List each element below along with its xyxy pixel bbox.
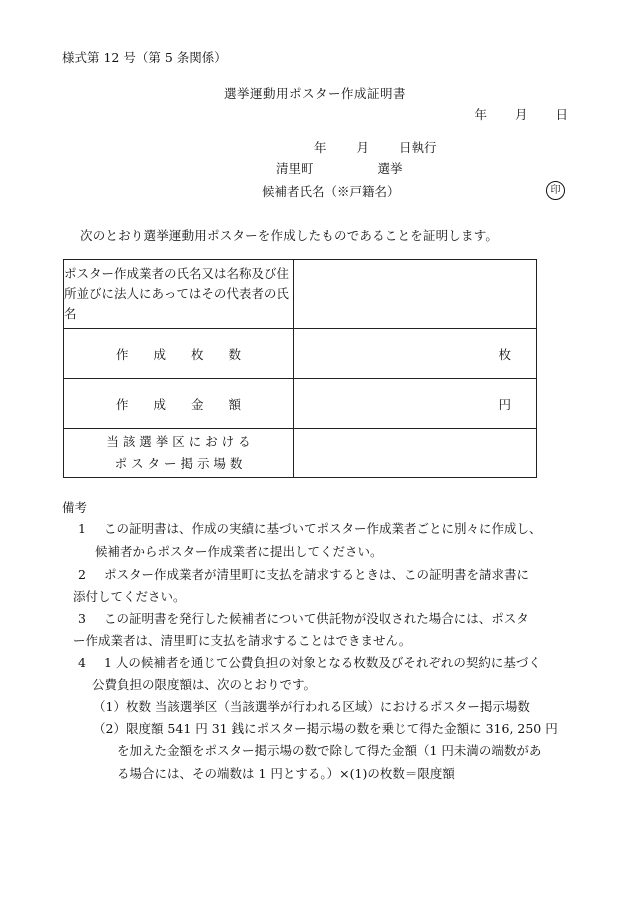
- board-count-label-line1: 当 該 選 挙 区 に お け る: [106, 434, 251, 449]
- note-1-number: 1: [78, 521, 86, 536]
- amount-label: 作 成 金 額: [64, 379, 294, 429]
- form-number: 様式第 12 号（第 5 条関係）: [62, 50, 227, 65]
- election-execution-date: [314, 140, 437, 155]
- note-4-line-2: 公費負担の限度額は、次のとおりです。: [92, 677, 317, 692]
- note-2-line-1: [78, 567, 529, 582]
- certificate-table: [63, 259, 537, 478]
- election-word: 選挙: [377, 161, 403, 176]
- note-3-number: 3: [78, 611, 86, 626]
- candidate-name-label: 候補者氏名（※戸籍名）: [262, 184, 400, 199]
- board-count-value: [294, 429, 537, 478]
- exec-year: 年: [314, 140, 327, 155]
- note-2-text: ポスター作成業者が清里町に支払を請求するときは、この証明書を請求書に: [104, 567, 530, 582]
- issue-date: [474, 107, 568, 122]
- election-name-line: [276, 161, 403, 176]
- note-4-text: 1 人の候補者を通じて公費負担の対象となる枚数及びそれぞれの契約に基づく: [104, 655, 541, 670]
- maker-name-label: ポスター作成業者の氏名又は名称及び住所並びに法人にあってはその代表者の氏名: [64, 260, 294, 329]
- maker-name-value: [294, 260, 537, 329]
- sub-note-2-line-3: る場合には、その端数は 1 円とする。）×(1)の枚数＝限度額: [117, 766, 455, 781]
- note-2-number: 2: [78, 567, 86, 582]
- sub-note-1: （1）枚数 当該選挙区（当該選挙が行われる区域）におけるポスター掲示場数: [93, 699, 530, 714]
- exec-month: 月: [356, 140, 370, 155]
- table-row: [64, 260, 537, 329]
- board-count-label-line2: ポ ス タ ー 掲 示 場 数: [114, 456, 243, 471]
- exec-day: 日執行: [399, 140, 437, 155]
- quantity-label: 作 成 枚 数: [64, 329, 294, 379]
- town-name: 清里町: [276, 161, 314, 176]
- note-1-line-2: 候補者からポスター作成業者に提出してください。: [95, 544, 383, 559]
- board-count-label: [64, 429, 294, 478]
- quantity-unit: 枚: [294, 329, 537, 379]
- table-row: [64, 429, 537, 478]
- table-row: [64, 379, 537, 429]
- note-2-line-2: 添付してください。: [73, 589, 186, 604]
- amount-unit: 円: [294, 379, 537, 429]
- sub-note-2-line-2: を加えた金額をポスター掲示場の数で除して得た金額（1 円未満の端数があ: [117, 743, 542, 758]
- seal-mark: 印: [546, 181, 565, 200]
- note-1-text: この証明書は、作成の実績に基づいてポスター作成業者ごとに別々に作成し、: [104, 521, 542, 536]
- certification-statement: 次のとおり選挙運動用ポスターを作成したものであることを証明します。: [80, 228, 499, 243]
- table-row: [64, 329, 537, 379]
- issue-date-month: 月: [514, 107, 528, 122]
- note-3-text: この証明書を発行した候補者について供託物が没収された場合には、ポスタ: [104, 611, 529, 626]
- document-title: 選挙運動用ポスター作成証明書: [223, 86, 406, 101]
- note-3-line-1: [78, 611, 529, 626]
- note-3-line-2: ー作成業者は、清里町に支払を請求することはできません。: [73, 633, 412, 648]
- note-4-line-1: [78, 655, 541, 670]
- issue-date-year: 年: [474, 107, 487, 122]
- notes-heading: 備考: [62, 500, 88, 515]
- note-1-line-1: [78, 521, 542, 536]
- sub-note-2-line-1: （2）限度額 541 円 31 銭にポスター掲示場の数を乗じて得た金額に 316, 250 円: [93, 721, 558, 736]
- issue-date-day: 日: [555, 107, 568, 122]
- note-4-number: 4: [78, 655, 86, 670]
